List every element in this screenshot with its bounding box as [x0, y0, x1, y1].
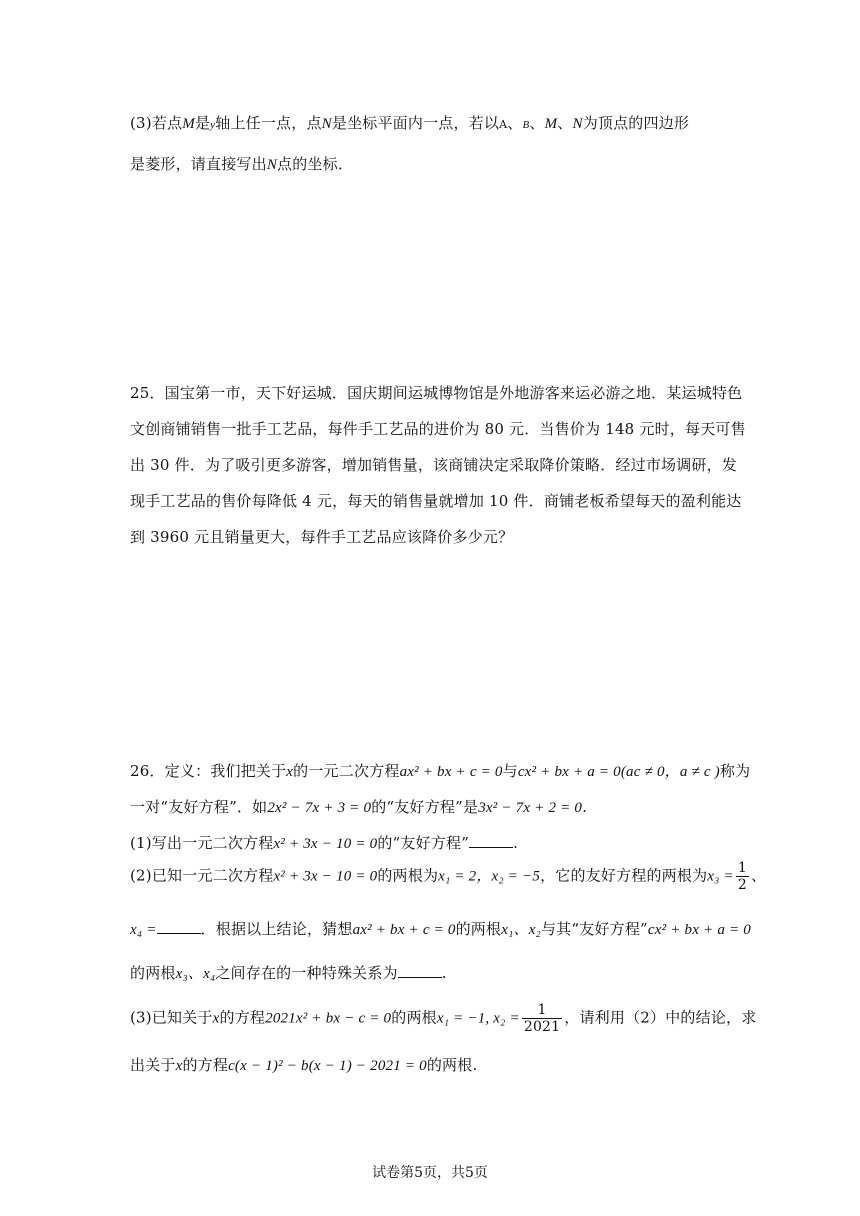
fraction-one-over-2021: $\frac{1}{2021}$: [523, 1002, 561, 1035]
q26-part2-line2: x₄ = ．根据以上结论，猜想ax² + bx + c = 0的两根x₁、x₂与其“友好方程”cx² + bx + a = 0: [130, 920, 751, 938]
q26-part2-line1: (2)已知一元二次方程x² + 3x − 10 = 0的两根为x₁ = 2，x₂ = −5，它的友好方程的两根为x₃ = $\frac{1}{2}$ 、: [130, 860, 767, 893]
q25-line5: 到 3960 元且销量更大，每件手工艺品应该降价多少元？: [130, 528, 514, 546]
answer-blank[interactable]: [157, 919, 201, 934]
fraction-one-half: $\frac{1}{2}$: [737, 860, 747, 893]
q24-part3-line1: (3)若点M是y轴上任一点，点N是坐标平面内一点，若以A、B、M、N为顶点的四边形: [130, 114, 690, 132]
page-footer: 试卷第5页，共5页: [372, 1165, 488, 1181]
q25-line2: 文创商铺销售一批手工艺品，每件手工艺品的进价为 80 元．当售价为 148 元时，每天可售: [130, 420, 746, 438]
q25-line3: 出 30 件．为了吸引更多游客，增加销售量，该商铺决定采取降价策略．经过市场调研，发: [130, 456, 738, 474]
q26-part2-line3: 的两根x₃、x₄之间存在的一种特殊关系为 .: [130, 964, 447, 982]
q24-part3-line2: 是菱形，请直接写出N点的坐标．: [130, 155, 354, 173]
q25-line1: 25．国宝第一市，天下好运城．国庆期间运城博物馆是外地游客来运必游之地．某运城特色: [130, 384, 743, 402]
q26-part3-line1: (3)已知关于x的方程2021x² + bx − c = 0的两根x₁ = −1, x₂ = $\frac{1}{2021}$ ，请利用（2）中的结论，求: [130, 1002, 757, 1035]
answer-blank[interactable]: [469, 833, 513, 848]
q25-line4: 现手工艺品的售价每降低 4 元，每天的销售量就增加 10 件．商铺老板希望每天的盈利能达: [130, 492, 742, 510]
answer-blank[interactable]: [398, 963, 442, 978]
q26-line1: 26．定义：我们把关于x的一元二次方程ax² + bx + c = 0与cx² + bx + a = 0(ac ≠ 0，a ≠ c )称为: [130, 762, 751, 780]
q26-part1: (1)写出一元二次方程x² + 3x − 10 = 0的“友好方程” .: [130, 834, 519, 852]
q26-part3-line2: 出关于x的方程c(x − 1)² − b(x − 1) − 2021 = 0的两根.: [130, 1056, 478, 1074]
q26-line2: 一对“友好方程”．如2x² − 7x + 3 = 0的“友好方程”是3x² − 7x + 2 = 0.: [130, 798, 588, 816]
